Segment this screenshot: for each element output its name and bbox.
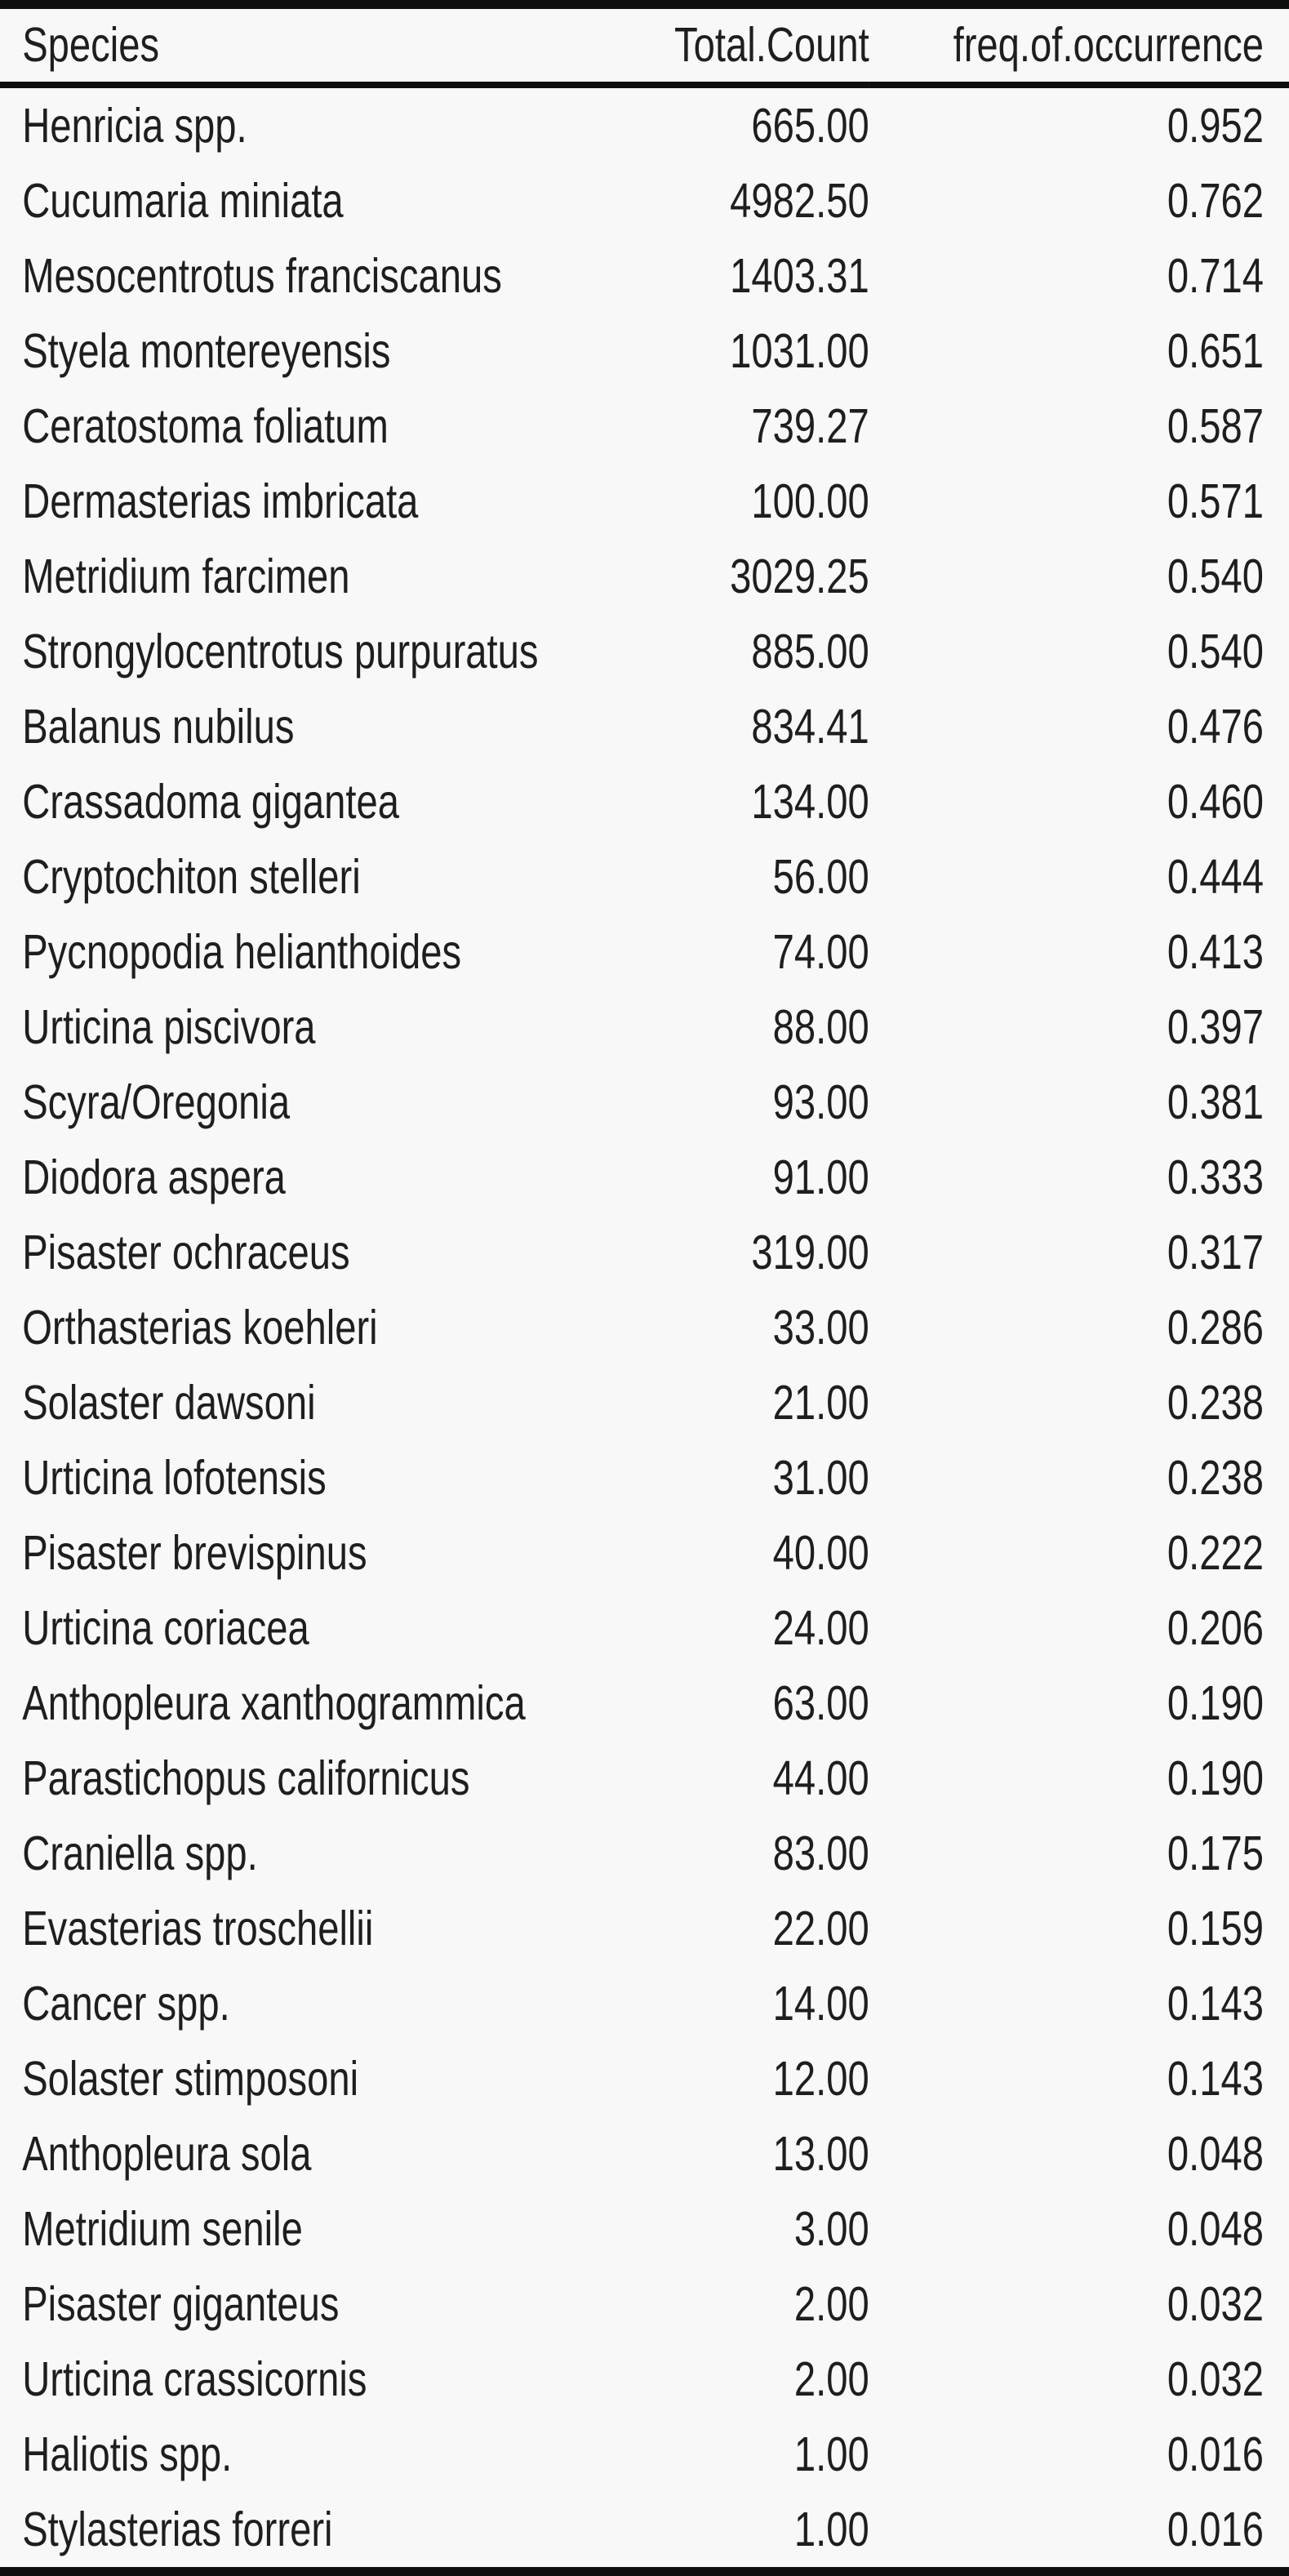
table-row bbox=[0, 914, 1289, 990]
header-row bbox=[0, 9, 1289, 85]
total-count-cell: 74.00 bbox=[772, 924, 869, 979]
table-body bbox=[0, 85, 1289, 2567]
total-count-cell: 100.00 bbox=[751, 474, 869, 528]
total-count-cell: 4982.50 bbox=[730, 173, 869, 228]
table-row bbox=[0, 2492, 1289, 2567]
species-cell: Crassadoma gigantea bbox=[22, 774, 399, 829]
table-row bbox=[0, 1966, 1289, 2041]
freq-of-occurrence-cell: 0.032 bbox=[1167, 2351, 1264, 2406]
table-row bbox=[0, 539, 1289, 614]
col-header-freq-of-occurrence: freq.of.occurrence bbox=[953, 18, 1264, 72]
species-cell: Urticina crassicornis bbox=[22, 2351, 367, 2406]
table-row bbox=[0, 689, 1289, 764]
species-cell: Pisaster brevispinus bbox=[22, 1525, 367, 1580]
total-count-cell: 1.00 bbox=[793, 2502, 869, 2556]
table-row bbox=[0, 314, 1289, 389]
freq-of-occurrence-cell: 0.714 bbox=[1167, 248, 1264, 303]
total-count-cell: 21.00 bbox=[772, 1375, 869, 1430]
total-count-cell: 63.00 bbox=[772, 1675, 869, 1730]
table-row bbox=[0, 1741, 1289, 1816]
freq-of-occurrence-cell: 0.397 bbox=[1167, 999, 1264, 1054]
total-count-cell: 2.00 bbox=[793, 2351, 869, 2406]
freq-of-occurrence-cell: 0.238 bbox=[1167, 1450, 1264, 1505]
freq-of-occurrence-cell: 0.571 bbox=[1167, 474, 1264, 528]
table-row bbox=[0, 1065, 1289, 1140]
species-cell: Henricia spp. bbox=[22, 98, 247, 153]
total-count-cell: 31.00 bbox=[772, 1450, 869, 1505]
table-top-rule bbox=[0, 0, 1289, 9]
species-cell: Orthasterias koehleri bbox=[22, 1300, 378, 1355]
species-cell: Solaster dawsoni bbox=[22, 1375, 316, 1430]
species-cell: Cancer spp. bbox=[22, 1976, 230, 2031]
total-count-cell: 885.00 bbox=[751, 624, 869, 678]
total-count-cell: 91.00 bbox=[772, 1150, 869, 1204]
freq-of-occurrence-cell: 0.381 bbox=[1167, 1074, 1264, 1129]
table-row bbox=[0, 990, 1289, 1065]
total-count-cell: 834.41 bbox=[751, 699, 869, 754]
freq-of-occurrence-cell: 0.238 bbox=[1167, 1375, 1264, 1430]
total-count-cell: 14.00 bbox=[772, 1976, 869, 2031]
table-row bbox=[0, 85, 1289, 163]
species-cell: Cryptochiton stelleri bbox=[22, 849, 361, 904]
table-row bbox=[0, 1891, 1289, 1966]
table-row bbox=[0, 2417, 1289, 2492]
table-row bbox=[0, 1515, 1289, 1591]
species-cell: Pycnopodia helianthoides bbox=[22, 924, 462, 979]
total-count-cell: 3029.25 bbox=[730, 549, 869, 603]
freq-of-occurrence-cell: 0.016 bbox=[1167, 2502, 1264, 2556]
species-cell: Haliotis spp. bbox=[22, 2427, 233, 2481]
freq-of-occurrence-cell: 0.143 bbox=[1167, 2051, 1264, 2106]
table-row bbox=[0, 1140, 1289, 1215]
freq-of-occurrence-cell: 0.317 bbox=[1167, 1225, 1264, 1279]
species-cell: Ceratostoma foliatum bbox=[22, 398, 389, 453]
species-cell: Urticina lofotensis bbox=[22, 1450, 327, 1505]
col-header-species: Species bbox=[22, 18, 160, 72]
species-cell: Stylasterias forreri bbox=[22, 2502, 333, 2556]
species-cell: Pisaster ochraceus bbox=[22, 1225, 350, 1279]
table-row bbox=[0, 2191, 1289, 2267]
species-cell: Metridium senile bbox=[22, 2201, 303, 2256]
table-row bbox=[0, 2342, 1289, 2417]
total-count-cell: 13.00 bbox=[772, 2126, 869, 2181]
freq-of-occurrence-cell: 0.460 bbox=[1167, 774, 1264, 829]
total-count-cell: 739.27 bbox=[751, 398, 869, 453]
species-cell: Pisaster giganteus bbox=[22, 2276, 340, 2331]
species-cell: Urticina coriacea bbox=[22, 1600, 309, 1655]
freq-of-occurrence-cell: 0.413 bbox=[1167, 924, 1264, 979]
total-count-cell: 1403.31 bbox=[730, 248, 869, 303]
table-row bbox=[0, 1591, 1289, 1666]
total-count-cell: 33.00 bbox=[772, 1300, 869, 1355]
freq-of-occurrence-cell: 0.048 bbox=[1167, 2201, 1264, 2256]
species-cell: Dermasterias imbricata bbox=[22, 474, 419, 528]
freq-of-occurrence-cell: 0.190 bbox=[1167, 1675, 1264, 1730]
total-count-cell: 3.00 bbox=[793, 2201, 869, 2256]
freq-of-occurrence-cell: 0.175 bbox=[1167, 1826, 1264, 1880]
table-row bbox=[0, 764, 1289, 839]
table-row bbox=[0, 163, 1289, 238]
table-row bbox=[0, 1365, 1289, 1440]
table-bottom-rule bbox=[0, 2567, 1289, 2576]
species-cell: Urticina piscivora bbox=[22, 999, 316, 1054]
total-count-cell: 88.00 bbox=[772, 999, 869, 1054]
table-row bbox=[0, 1440, 1289, 1515]
freq-of-occurrence-cell: 0.587 bbox=[1167, 398, 1264, 453]
freq-of-occurrence-cell: 0.048 bbox=[1167, 2126, 1264, 2181]
table-row bbox=[0, 1666, 1289, 1741]
freq-of-occurrence-cell: 0.476 bbox=[1167, 699, 1264, 754]
species-cell: Solaster stimposoni bbox=[22, 2051, 359, 2106]
table-row bbox=[0, 238, 1289, 314]
freq-of-occurrence-cell: 0.540 bbox=[1167, 624, 1264, 678]
table-row bbox=[0, 464, 1289, 539]
total-count-cell: 319.00 bbox=[751, 1225, 869, 1279]
total-count-cell: 44.00 bbox=[772, 1751, 869, 1805]
total-count-cell: 24.00 bbox=[772, 1600, 869, 1655]
freq-of-occurrence-cell: 0.286 bbox=[1167, 1300, 1264, 1355]
table-row bbox=[0, 2116, 1289, 2191]
total-count-cell: 56.00 bbox=[772, 849, 869, 904]
table-row bbox=[0, 1816, 1289, 1891]
total-count-cell: 40.00 bbox=[772, 1525, 869, 1580]
total-count-cell: 83.00 bbox=[772, 1826, 869, 1880]
table-row bbox=[0, 2267, 1289, 2342]
species-cell: Parastichopus californicus bbox=[22, 1751, 470, 1805]
species-cell: Metridium farcimen bbox=[22, 549, 350, 603]
total-count-cell: 665.00 bbox=[751, 98, 869, 153]
species-cell: Anthopleura sola bbox=[22, 2126, 312, 2181]
col-header-total-count: Total.Count bbox=[674, 18, 869, 72]
data-table bbox=[0, 9, 1289, 2567]
freq-of-occurrence-cell: 0.651 bbox=[1167, 323, 1264, 378]
freq-of-occurrence-cell: 0.762 bbox=[1167, 173, 1264, 228]
freq-of-occurrence-cell: 0.016 bbox=[1167, 2427, 1264, 2481]
freq-of-occurrence-cell: 0.444 bbox=[1167, 849, 1264, 904]
species-cell: Balanus nubilus bbox=[22, 699, 295, 754]
species-cell: Strongylocentrotus purpuratus bbox=[22, 624, 539, 678]
freq-of-occurrence-cell: 0.143 bbox=[1167, 1976, 1264, 2031]
table-row bbox=[0, 839, 1289, 914]
total-count-cell: 22.00 bbox=[772, 1901, 869, 1955]
total-count-cell: 2.00 bbox=[793, 2276, 869, 2331]
freq-of-occurrence-cell: 0.206 bbox=[1167, 1600, 1264, 1655]
species-cell: Anthopleura xanthogrammica bbox=[22, 1675, 526, 1730]
species-cell: Craniella spp. bbox=[22, 1826, 258, 1880]
table-row bbox=[0, 1290, 1289, 1365]
freq-of-occurrence-cell: 0.333 bbox=[1167, 1150, 1264, 1204]
freq-of-occurrence-cell: 0.159 bbox=[1167, 1901, 1264, 1955]
species-cell: Evasterias troschellii bbox=[22, 1901, 374, 1955]
table-row bbox=[0, 1215, 1289, 1290]
species-cell: Diodora aspera bbox=[22, 1150, 286, 1204]
freq-of-occurrence-cell: 0.032 bbox=[1167, 2276, 1264, 2331]
total-count-cell: 12.00 bbox=[772, 2051, 869, 2106]
total-count-cell: 93.00 bbox=[772, 1074, 869, 1129]
freq-of-occurrence-cell: 0.952 bbox=[1167, 98, 1264, 153]
total-count-cell: 1.00 bbox=[793, 2427, 869, 2481]
table-row bbox=[0, 2041, 1289, 2116]
species-cell: Cucumaria miniata bbox=[22, 173, 344, 228]
species-cell: Mesocentrotus franciscanus bbox=[22, 248, 502, 303]
species-cell: Styela montereyensis bbox=[22, 323, 391, 378]
total-count-cell: 1031.00 bbox=[730, 323, 869, 378]
freq-of-occurrence-cell: 0.190 bbox=[1167, 1751, 1264, 1805]
table-row bbox=[0, 614, 1289, 689]
table-row bbox=[0, 389, 1289, 464]
freq-of-occurrence-cell: 0.222 bbox=[1167, 1525, 1264, 1580]
freq-of-occurrence-cell: 0.540 bbox=[1167, 549, 1264, 603]
total-count-cell: 134.00 bbox=[751, 774, 869, 829]
species-cell: Scyra/Oregonia bbox=[22, 1074, 291, 1129]
